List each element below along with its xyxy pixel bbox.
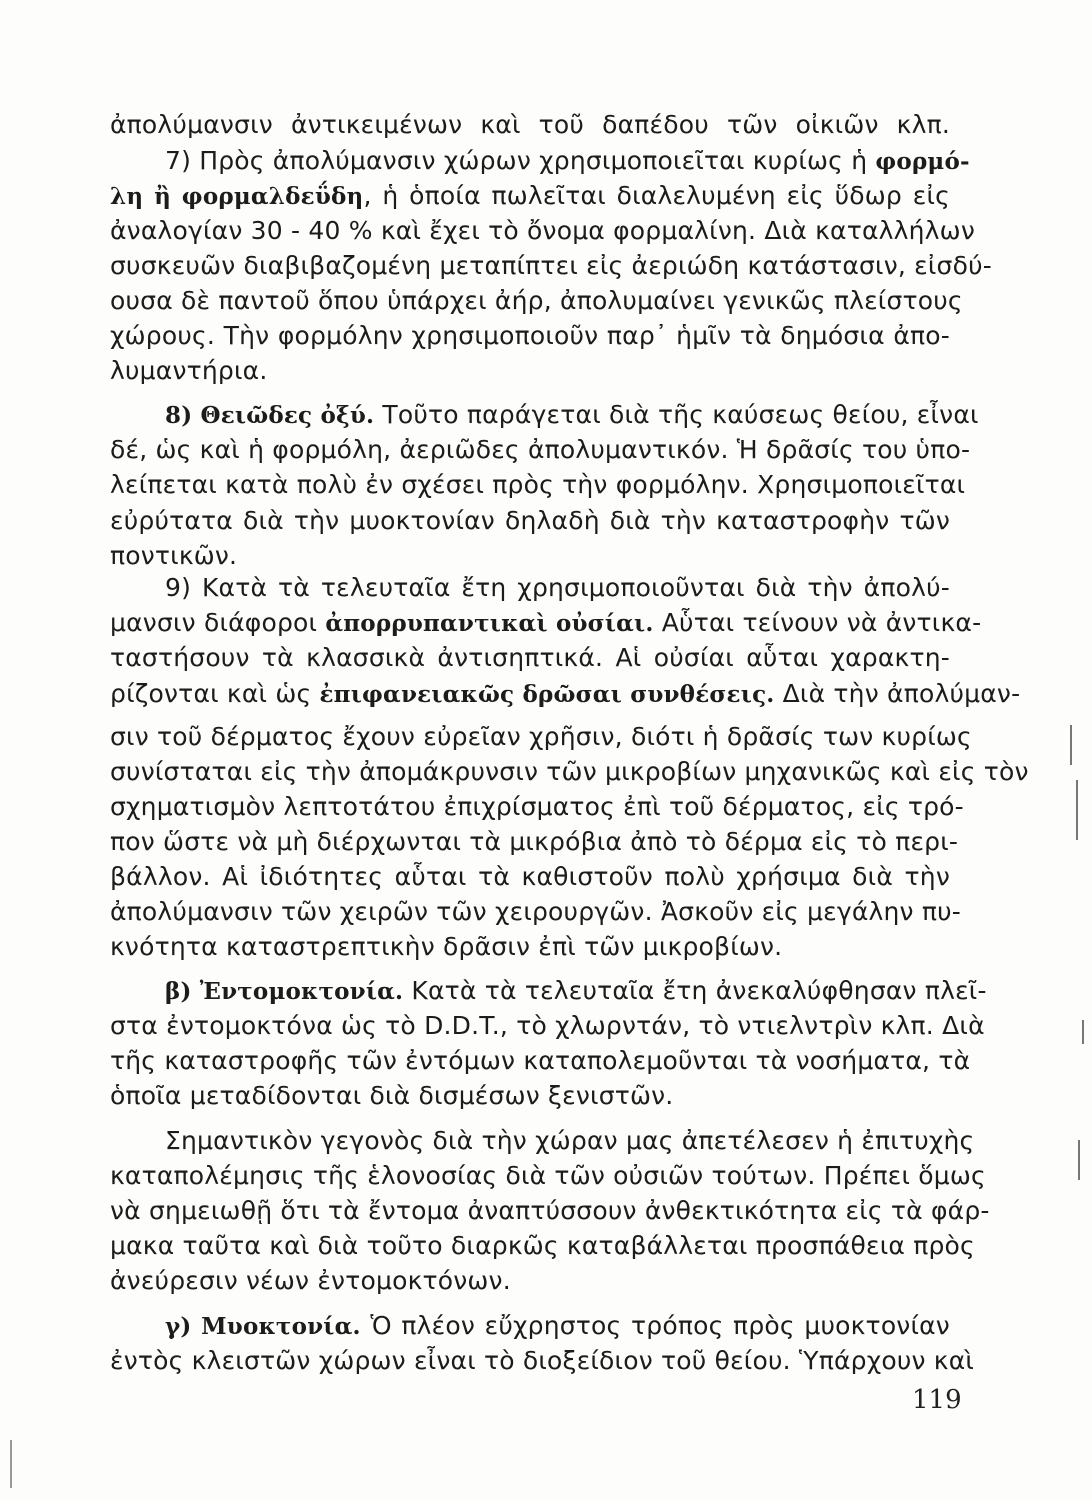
bold-heading-text: φορμό- xyxy=(875,148,970,175)
text-line xyxy=(110,932,950,962)
bold-heading-text: γ) Μυοκτονία. xyxy=(165,1313,361,1340)
body-text: ουσα δὲ παντοῦ ὅπου ὑπάρχει ἀήρ, ἀπολυμαίνει γενικῶς πλείστους xyxy=(110,286,963,315)
text-line xyxy=(110,506,950,536)
text-line xyxy=(165,1311,950,1342)
body-text: ἀπολύμανσιν τῶν χειρῶν τῶν χειρουργῶν. Ἀσκοῦν εἰς μεγάλην πυ- xyxy=(110,897,962,926)
body-text: 9) Κατὰ τὰ τελευταῖα ἔτη χρησιμοποιοῦνται διὰ τὴν ἀπολύ- xyxy=(165,573,950,602)
body-text: Τοῦτο παράγεται διὰ τῆς καύσεως θείου, εἶναι xyxy=(374,400,979,429)
text-line xyxy=(110,792,964,822)
text-line xyxy=(165,976,987,1007)
scan-mark xyxy=(1076,780,1078,840)
text-line xyxy=(165,400,979,431)
bold-heading-text: β) Ἐντομοκτονία. xyxy=(165,978,404,1005)
body-text: σχηματισμὸν λεπτοτάτου ἐπιχρίσματος ἐπὶ τοῦ δέρματος, εἰς τρό- xyxy=(110,792,964,821)
bold-heading-text: λη ἢ φορμαλδεΰδη xyxy=(110,183,364,210)
body-text: ἀπολύμανσιν ἀντικειμένων καὶ τοῦ δαπέδου τῶν οἰκιῶν κλπ. xyxy=(110,110,950,139)
body-text: Διὰ τὴν ἀπολύμαν- xyxy=(774,679,1021,708)
body-text: κνότητα καταστρεπτικὴν δρᾶσιν ἐπὶ τῶν μικροβίων. xyxy=(110,932,783,961)
body-text: καταπολέμησις τῆς ἑλονοσίας διὰ τῶν οὐσιῶν τούτων. Πρέπει ὅμως xyxy=(110,1161,986,1190)
text-line xyxy=(110,435,971,465)
text-line xyxy=(110,643,950,673)
scan-mark xyxy=(1078,1140,1080,1180)
text-line xyxy=(110,679,1021,710)
body-text: λείπεται κατὰ πολὺ ἐν σχέσει πρὸς τὴν φορμόλην. Χρησιμοποιεῖται xyxy=(110,470,966,499)
body-text: ποντικῶν. xyxy=(110,541,238,570)
body-text: Κατὰ τὰ τελευταῖα ἔτη ἀνεκαλύφθησαν πλεῖ- xyxy=(403,976,987,1005)
body-text: συσκευῶν διαβιβαζομένη μεταπίπτει εἰς ἀεριώδη κατάστασιν, εἰσδύ- xyxy=(110,251,992,280)
text-line xyxy=(110,862,950,892)
body-text: 7) Πρὸς ἀπολύμανσιν χώρων χρησιμοποιεῖται κυρίως ἡ xyxy=(165,146,876,175)
bold-heading-text: ἐπιφανειακῶς δρῶσαι συνθέσεις. xyxy=(319,681,775,708)
text-line xyxy=(110,1231,975,1261)
body-text: συνίσταται εἰς τὴν ἀπομάκρυνσιν τῶν μικροβίων μηχανικῶς καὶ εἰς τὸν xyxy=(110,757,1029,786)
body-text: ἀνεύρεσιν νέων ἐντομοκτόνων. xyxy=(110,1266,511,1295)
text-line xyxy=(110,321,950,351)
text-line xyxy=(110,110,950,140)
body-text: μακα ταῦτα καὶ διὰ τοῦτο διαρκῶς καταβάλλεται προσπάθεια πρὸς xyxy=(110,1231,975,1260)
text-line xyxy=(110,757,1029,787)
text-line xyxy=(110,181,950,212)
body-text: ρίζονται καὶ ὡς xyxy=(110,679,320,708)
text-line xyxy=(110,608,982,639)
text-line xyxy=(110,251,992,281)
body-text: ἀναλογίαν 30 - 40 % καὶ ἔχει τὸ ὄνομα φορμαλίνη. Διὰ καταλλήλων xyxy=(110,216,975,245)
body-text: λυμαντήρια. xyxy=(110,356,268,385)
body-text: ὁποῖα μεταδίδονται διὰ δισμέσων ξενιστῶν. xyxy=(110,1081,674,1110)
page-number: 119 xyxy=(912,1385,962,1415)
text-line xyxy=(110,1196,990,1226)
text-line xyxy=(110,1266,950,1296)
body-text: νὰ σημειωθῇ ὅτι τὰ ἔντομα ἀναπτύσσουν ἀνθεκτικότητα εἰς τὰ φάρ- xyxy=(110,1196,990,1225)
text-line xyxy=(110,286,963,316)
text-line xyxy=(110,356,950,386)
text-line xyxy=(110,827,959,857)
text-line xyxy=(165,146,970,177)
text-line xyxy=(110,1011,985,1041)
text-line xyxy=(165,573,950,603)
text-line xyxy=(110,1346,975,1376)
text-line xyxy=(110,1046,971,1076)
body-text: ταστήσουν τὰ κλασσικὰ ἀντισηπτικά. Αἱ οὐσίαι αὗται χαρακτη- xyxy=(110,643,950,672)
bold-heading-text: 8) Θειῶδες ὀξύ. xyxy=(165,402,375,429)
body-text: βάλλον. Αἱ ἰδιότητες αὗται τὰ καθιστοῦν πολὺ χρήσιμα διὰ τὴν xyxy=(110,862,950,891)
text-line xyxy=(110,541,950,571)
body-text: Αὗται τείνουν νὰ ἀντικα- xyxy=(653,608,982,637)
body-text: μανσιν διάφοροι xyxy=(110,608,326,637)
scan-mark xyxy=(10,1440,12,1488)
text-line xyxy=(110,1161,986,1191)
body-text: ἐντὸς κλειστῶν χώρων εἶναι τὸ διοξείδιον τοῦ θείου. Ὑπάρχουν καὶ xyxy=(110,1346,975,1375)
text-line xyxy=(110,470,966,500)
text-line xyxy=(110,216,975,246)
body-text: δέ, ὡς καὶ ἡ φορμόλη, ἀεριῶδες ἀπολυμαντικόν. Ἡ δρᾶσίς του ὑπο- xyxy=(110,435,971,464)
body-text: πον ὥστε νὰ μὴ διέρχωνται τὰ μικρόβια ἀπὸ τὸ δέρμα εἰς τὸ περι- xyxy=(110,827,959,856)
text-line xyxy=(110,1081,950,1111)
body-text: , ἡ ὁποία πωλεῖται διαλελυμένη εἰς ὕδωρ εἰς xyxy=(363,181,950,210)
bold-heading-text: ἀπορρυπαντικαὶ οὐσίαι. xyxy=(325,610,654,637)
body-text: χώρους. Τὴν φορμόλην χρησιμοποιοῦν παρ᾿ ἡμῖν τὰ δημόσια ἀπο- xyxy=(110,321,950,350)
body-text: Σημαντικὸν γεγονὸς διὰ τὴν χώραν μας ἀπετέλεσεν ἡ ἐπιτυχὴς xyxy=(165,1126,975,1155)
scan-mark xyxy=(1070,725,1072,765)
scan-mark xyxy=(1082,1020,1084,1044)
body-text: Ὁ πλέον εὔχρηστος τρόπος πρὸς μυοκτονίαν xyxy=(360,1311,950,1340)
body-text: στα ἐντομοκτόνα ὡς τὸ D.D.T., τὸ χλωρντάν, τὸ ντιελντρὶν κλπ. Διὰ xyxy=(110,1011,985,1040)
text-line xyxy=(110,722,972,752)
body-text: εὐρύτατα διὰ τὴν μυοκτονίαν δηλαδὴ διὰ τὴν καταστροφὴν τῶν xyxy=(110,506,950,535)
text-line xyxy=(110,897,962,927)
text-line xyxy=(165,1126,975,1156)
body-text: σιν τοῦ δέρματος ἔχουν εὐρεῖαν χρῆσιν, διότι ἡ δρᾶσίς των κυρίως xyxy=(110,722,972,751)
body-text: τῆς καταστροφῆς τῶν ἐντόμων καταπολεμοῦνται τὰ νοσήματα, τὰ xyxy=(110,1046,971,1075)
